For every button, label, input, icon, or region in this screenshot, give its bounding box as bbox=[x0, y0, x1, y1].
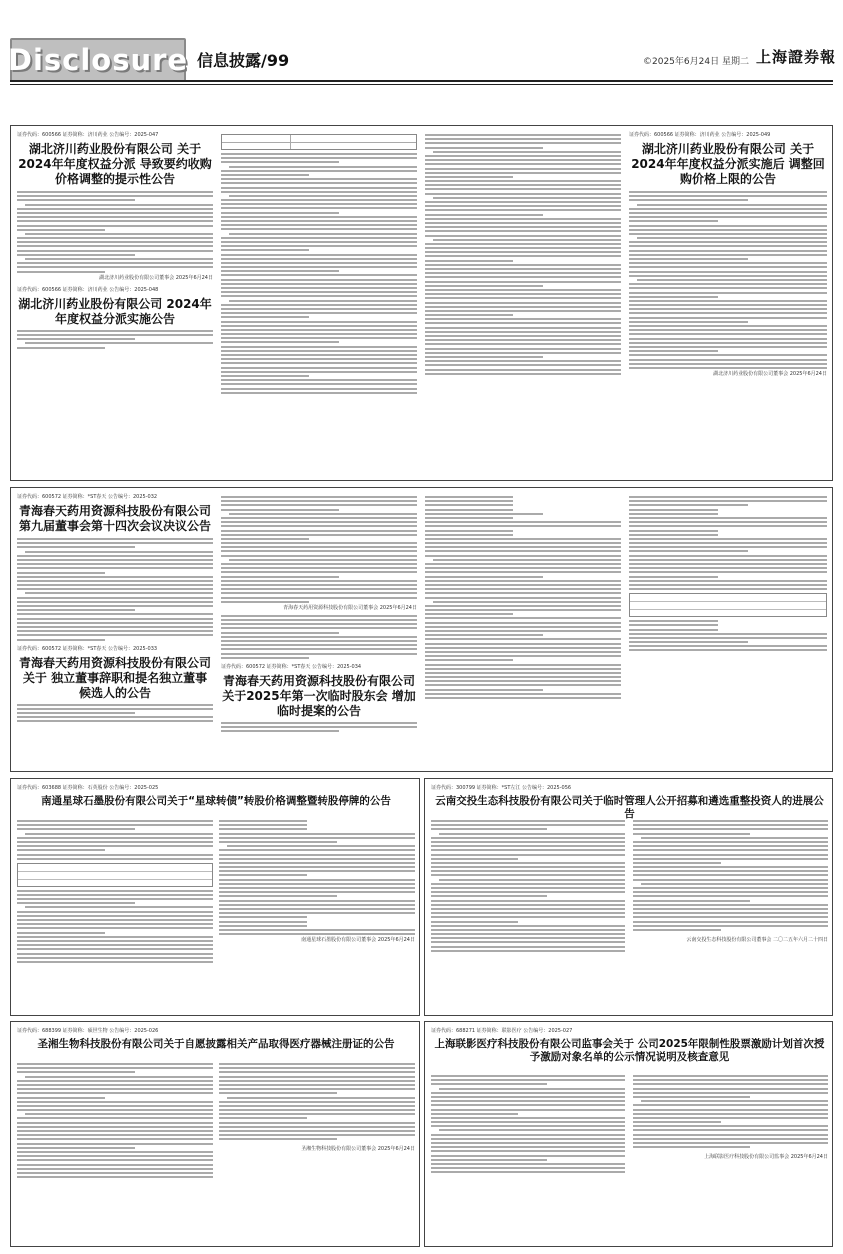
notice-body-text bbox=[17, 538, 213, 641]
notice-body-text bbox=[431, 1075, 625, 1173]
notice-signature: 南通星球石墨股份有限公司董事会 2025年6月24日 bbox=[301, 937, 415, 944]
notice-column bbox=[221, 493, 417, 769]
notice-signature: 湖北济川药业股份有限公司董事会 2025年6月24日 bbox=[99, 274, 213, 281]
notice-column bbox=[219, 817, 415, 1013]
notice-code: 证券代码：600572 证券简称：*ST春天 公告编号：2025-033 bbox=[17, 645, 158, 652]
data-table bbox=[17, 863, 213, 887]
notice-body-text bbox=[633, 1075, 828, 1148]
notice-body-text bbox=[17, 704, 213, 723]
notice-body-text bbox=[221, 615, 417, 659]
notice-column bbox=[629, 131, 827, 477]
notice-body-text bbox=[17, 191, 213, 273]
date-line: ©2025年6月24日 星期二 bbox=[643, 57, 749, 67]
notice-body-text bbox=[425, 496, 621, 699]
notice-panel-united-imaging bbox=[424, 1021, 833, 1247]
notice-column bbox=[17, 131, 213, 477]
notice-body-text bbox=[629, 620, 827, 651]
page-header bbox=[0, 0, 843, 118]
notice-body-text bbox=[221, 496, 417, 603]
notice-column bbox=[431, 1072, 625, 1244]
notice-signature: 湖北济川药业股份有限公司董事会 2025年6月24日 bbox=[713, 371, 827, 378]
data-table bbox=[629, 593, 827, 617]
notice-code: 证券代码：603688 证券简称：石英股份 公告编号：2025-025 bbox=[17, 785, 159, 791]
notice-column bbox=[219, 1060, 415, 1244]
notice-body-text bbox=[17, 890, 213, 963]
notice-panel-qinghai bbox=[10, 487, 833, 772]
notice-column bbox=[431, 817, 625, 1013]
notice-body-text bbox=[219, 820, 415, 935]
notice-code: 证券代码：600572 证券简称：*ST春天 公告编号：2025-034 bbox=[221, 663, 362, 670]
notice-code: 证券代码：600566 证券简称：济川药业 公告编号：2025-049 bbox=[629, 132, 771, 138]
newspaper-name: 上海證券報 bbox=[756, 48, 837, 66]
notice-column bbox=[633, 817, 828, 1013]
notice-signature: 青海春天药用资源科技股份有限公司董事会 2025年6月24日 bbox=[283, 604, 417, 611]
notice-code: 证券代码：600566 证券简称：济川药业 公告编号：2025-048 bbox=[17, 286, 159, 293]
notice-body-text bbox=[219, 1063, 415, 1140]
notice-column bbox=[17, 1060, 213, 1244]
header-rule-thin bbox=[10, 84, 833, 85]
notice-title: 青海春天药用资源科技股份有限公司 关于2025年第一次临时股东会 增加临时提案的公告 bbox=[222, 673, 416, 718]
notice-title: 湖北济川药业股份有限公司 关于2024年年度权益分派 导致要约收购价格调整的提示性公告 bbox=[18, 142, 212, 186]
notice-panel-yunnan bbox=[424, 778, 833, 1016]
notice-column bbox=[221, 131, 417, 477]
notice-signature: 圣湘生物科技股份有限公司董事会 2025年6月24日 bbox=[301, 1146, 415, 1153]
notice-signature: 上海联影医疗科技股份有限公司监事会 2025年6月24日 bbox=[704, 1154, 828, 1161]
disclosure-logo: Disclosure bbox=[10, 38, 186, 82]
notice-code: 证券代码：600572 证券简称：*ST春天 公告编号：2025-032 bbox=[17, 494, 158, 500]
notice-body-text bbox=[17, 820, 213, 860]
notice-title: 圣湘生物科技股份有限公司关于自愿披露相关产品取得医疗器械注册证的公告 bbox=[37, 1038, 395, 1050]
notice-code: 证券代码：688271 证券简称：联影医疗 公告编号：2025-027 bbox=[431, 1028, 573, 1034]
notice-title: 青海春天药用资源科技股份有限公司 第九届董事会第十四次会议决议公告 bbox=[18, 504, 211, 533]
notice-column bbox=[425, 493, 621, 769]
notice-panel-jichuan bbox=[10, 125, 833, 481]
notice-code: 证券代码：300799 证券简称：*ST左江 公告编号：2025-056 bbox=[431, 785, 572, 791]
notice-panel-nantong bbox=[10, 778, 420, 1016]
section-title: 信息披露/99 bbox=[197, 51, 290, 70]
notice-panel-sansure bbox=[10, 1021, 420, 1247]
notice-column bbox=[629, 493, 827, 769]
notice-title: 湖北济川药业股份有限公司 2024年年度权益分派实施公告 bbox=[18, 296, 212, 326]
notice-signature: 云南交投生态科技股份有限公司董事会 二〇二五年六月二十四日 bbox=[686, 936, 828, 943]
notice-title: 湖北济川药业股份有限公司 关于2024年年度权益分派实施后 调整回购价格上限的公告 bbox=[631, 142, 825, 186]
notice-body-text bbox=[629, 191, 827, 369]
notice-title: 云南交投生态科技股份有限公司关于临时管理人公开招募和遴选重整投资人的进展公告 bbox=[435, 795, 824, 821]
notice-body-text bbox=[431, 820, 625, 952]
notice-column bbox=[17, 817, 213, 1013]
data-table bbox=[221, 134, 417, 150]
notice-title: 上海联影医疗科技股份有限公司监事会关于 公司2025年限制性股票激励计划首次授予激励对象名单的公示情况说明及核查意见 bbox=[434, 1038, 825, 1064]
notice-column bbox=[633, 1072, 828, 1244]
notice-title: 青海春天药用资源科技股份有限公司关于 独立董事辞职和提名独立董事候选人的公告 bbox=[18, 655, 211, 700]
notice-code: 证券代码：688399 证券简称：硕世生物 公告编号：2025-026 bbox=[17, 1028, 159, 1034]
notice-body-text bbox=[221, 153, 417, 394]
notice-code: 证券代码：600566 证券简称：济川药业 公告编号：2025-047 bbox=[17, 132, 159, 138]
notice-body-text bbox=[629, 496, 827, 590]
notice-body-text bbox=[221, 722, 417, 732]
notice-body-text bbox=[633, 820, 828, 931]
notice-body-text bbox=[425, 134, 621, 375]
notice-column bbox=[17, 493, 213, 769]
notice-body-text bbox=[17, 1063, 213, 1178]
header-rule bbox=[10, 80, 833, 82]
notice-body-text bbox=[17, 330, 213, 349]
notice-title: 南通星球石墨股份有限公司关于“星球转债”转股价格调整暨转股停牌的公告 bbox=[41, 795, 391, 807]
notice-column bbox=[425, 131, 621, 477]
